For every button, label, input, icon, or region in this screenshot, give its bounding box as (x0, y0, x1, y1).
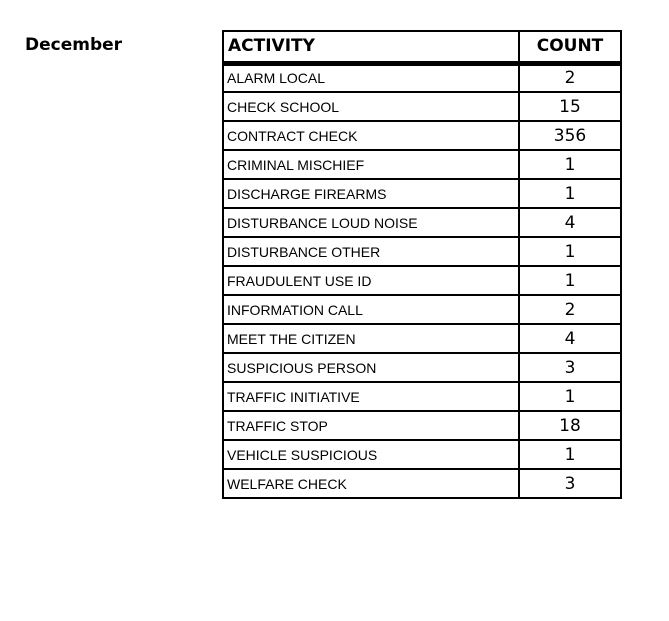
count-column-header: COUNT (519, 31, 621, 63)
count-cell: 1 (519, 179, 621, 208)
table-row (223, 440, 621, 469)
count-cell: 15 (519, 92, 621, 121)
activity-cell: FRAUDULENT USE ID (223, 266, 519, 295)
activity-cell: CRIMINAL MISCHIEF (223, 150, 519, 179)
activity-column-header: ACTIVITY (223, 31, 519, 63)
count-cell: 2 (519, 295, 621, 324)
activity-cell: CONTRACT CHECK (223, 121, 519, 150)
table-row (223, 237, 621, 266)
count-cell: 4 (519, 208, 621, 237)
table-row (223, 353, 621, 382)
count-cell: 1 (519, 266, 621, 295)
count-cell: 2 (519, 63, 621, 92)
count-cell: 356 (519, 121, 621, 150)
activity-cell: VEHICLE SUSPICIOUS (223, 440, 519, 469)
activity-cell: TRAFFIC STOP (223, 411, 519, 440)
table-row (223, 411, 621, 440)
activity-cell: INFORMATION CALL (223, 295, 519, 324)
table-row (223, 179, 621, 208)
count-cell: 1 (519, 237, 621, 266)
count-cell: 18 (519, 411, 621, 440)
table-row (223, 469, 621, 498)
table-row (223, 208, 621, 237)
count-cell: 1 (519, 150, 621, 179)
activity-table (222, 30, 622, 499)
activity-cell: CHECK SCHOOL (223, 92, 519, 121)
activity-cell: DISTURBANCE LOUD NOISE (223, 208, 519, 237)
activity-cell: WELFARE CHECK (223, 469, 519, 498)
count-cell: 3 (519, 353, 621, 382)
month-label: December (25, 35, 123, 55)
table-row (223, 63, 621, 92)
header-row (223, 31, 621, 63)
count-cell: 1 (519, 440, 621, 469)
activity-cell: MEET THE CITIZEN (223, 324, 519, 353)
activity-cell: DISCHARGE FIREARMS (223, 179, 519, 208)
table-row (223, 324, 621, 353)
count-cell: 1 (519, 382, 621, 411)
activity-cell: ALARM LOCAL (223, 63, 519, 92)
table-row (223, 121, 621, 150)
table-row (223, 92, 621, 121)
activity-cell: TRAFFIC INITIATIVE (223, 382, 519, 411)
activity-cell: SUSPICIOUS PERSON (223, 353, 519, 382)
count-cell: 4 (519, 324, 621, 353)
table-row (223, 266, 621, 295)
table-row (223, 150, 621, 179)
table-row (223, 295, 621, 324)
activity-cell: DISTURBANCE OTHER (223, 237, 519, 266)
table-body (223, 63, 621, 498)
count-cell: 3 (519, 469, 621, 498)
table-header (223, 31, 621, 63)
table-row (223, 382, 621, 411)
